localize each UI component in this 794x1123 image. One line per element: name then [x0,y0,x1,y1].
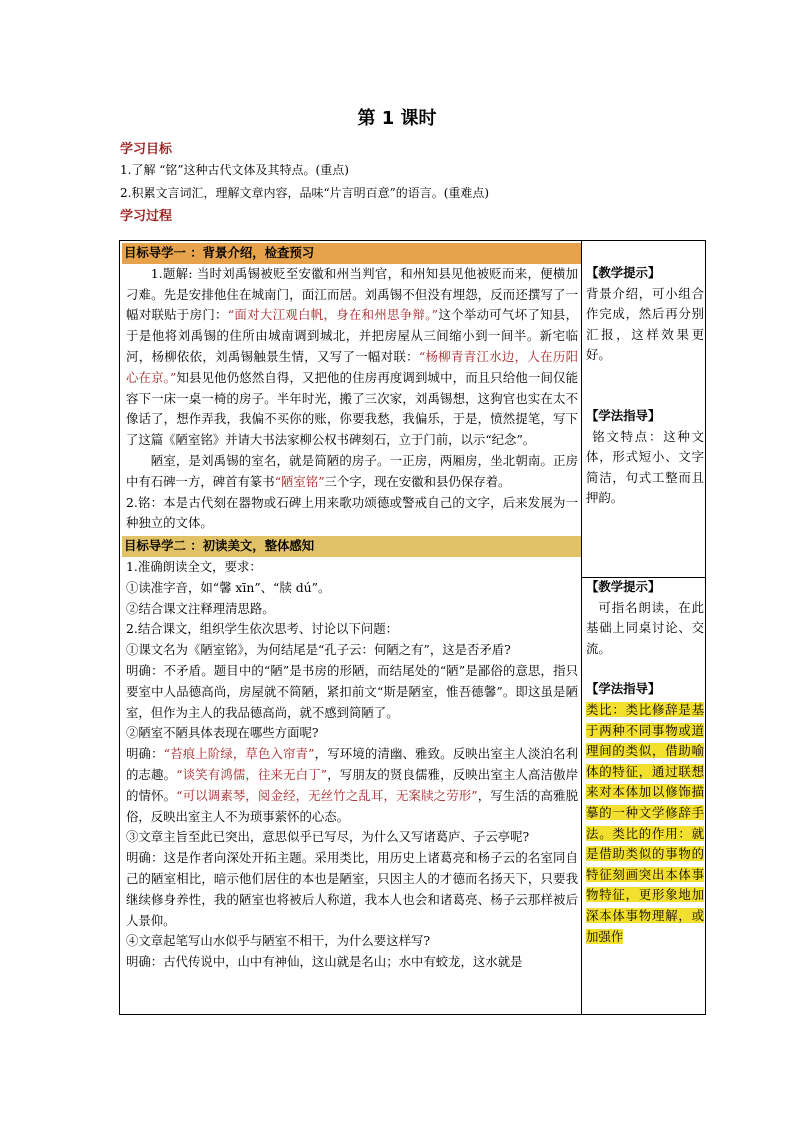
inscription-title: “陋室铭” [274,473,325,489]
question-2: ②陋室不陋具体表现在哪些方面呢? [126,725,319,741]
answer-1: 明确：不矛盾。题目中的“陋”是书房的形陋，而结尾处的“陋”是鄙俗的意思，指只要室中人品德高尚，房屋就不简陋，紧扣前文“斯是陋室，惟吾德馨”。即这虽是陋室，但作为主人的我品德高尚，就不感到简陋了。 [126,662,578,720]
question-3: ③文章主旨至此已突出，意思似乎已写尽，为什么又写诸葛庐、子云亭呢? [126,829,530,845]
question-1: ①课文名为《陋室铭》，为何结尾是“孔子云：何陋之有”，这是否矛盾? [126,642,511,658]
teaching-tip-heading: 【教学提示】 [586,265,661,280]
page-title: 第 1 课时 [357,108,437,129]
method-guide-body: 类比：类比修辞是基于两种不同事物或道理间的类似，借助喻体的特征，通过联想来对本体加以修饰描摹的一种文学修辞手法。类比的作用：就是借助类似的事物的特征刻画突出本体事物特征，更形象地加深本体事物理解，或加强作 [586,701,704,944]
answer-3: 明确：这是作者向深处开拓主题。采用类比，用历史上诸葛亮和杨子云的名室同自己的陋室相比，暗示他们居住的本也是陋室，只因主人的才德而名扬天下，只要我继续修身养性，我的陋室也将被后人称道，我本人也会和诸葛亮、杨子云那样被后人景仰。 [126,850,578,928]
couplet-2: “杨柳青青江水边，人在历阳心在京。” [126,348,578,385]
instruction-line: ②结合课文注释理清思路。 [126,600,275,616]
instruction-line: ①读准字音，如“馨 xīn”、“牍 dú”。 [126,579,331,595]
paragraph-background: 1.题解: 当时刘禹锡被贬至安徽和州当判官，和州知县见他被贬而来，便横加刁难。先是安排他住在城南门，面江而居。刘禹锡不但没有埋怨，反而还撰写了一幅对联贴于房门：“面对大江观白帆，身在和州思争辩。”这个举动可气坏了知县，于是他将刘禹锡的住所由城南调到城北，并把房屋从三间缩小到一间半。新宅临河，杨柳依依，刘禹锡触景生情，又写了一幅对联：“杨柳青青江水边，人在历阳心在京。”知县见他仍悠然自得，又把他的住房再度调到城中，而且只给他一间仅能容下一床一桌一椅的房子。半年时光，搬了三次家，刘禹锡想，这狗官也实在太不像话了，想作弄我，我偏不买你的账，你要我愁，我偏乐，于是，愤然提笔，写下了这篇《陋室铭》并请大书法家柳公权书碑刻石，立于门前，以示“纪念”。 [126,265,579,448]
couplet-1: “面对大江观白帆，身在和州思争辩。” [227,307,439,323]
objectives-heading: 学习目标 [120,142,173,157]
column-divider [581,241,582,1014]
main-column [126,243,578,973]
paragraph-ming: 2.铭：本是古代刻在器物或石碑上用来歌功颂德或警戒自己的文字，后来发展为一种独立的文体。 [126,494,578,531]
answer-4: 明确：古代传说中，山中有神仙，这山就是名山；水中有蛟龙，这水就是 [126,954,523,970]
side-notes-1 [586,263,704,509]
lesson-table [119,240,706,1015]
side-notes-2 [586,577,704,947]
section1-heading: 目标导学一 ：背景介绍，检查预习 [122,243,581,264]
question-4: ④文章起笔写山水似乎与陋室不相干，为什么要这样写? [126,933,431,949]
paragraph-studio: 陋室，是刘禹锡的室名，就是简陋的房子。一正房，两厢房，坐北朝南。正房中有石碑一方，碑首有篆书“陋室铭”三个字，现在安徽和县仍保存着。 [126,452,578,489]
objective-item: 1.了解 “铭”这种古代文体及其特点。(重点) [120,163,349,177]
teaching-tip-heading: 【教学提示】 [586,579,661,594]
teaching-tip-body: 背景介绍，可小组合作完成，然后再分别汇报，这样效果更好。 [586,285,704,363]
method-guide-heading: 【学法指导】 [586,407,661,423]
method-guide-body: 铭文特点：这种文体，形式短小、文字简洁，句式工整而且押韵。 [586,428,704,506]
process-heading: 学习过程 [120,209,173,224]
section2-heading: 目标导学二 ：初读美文，整体感知 [122,536,581,557]
objective-item: 2.积累文言词汇，理解文章内容，品味“片言明百意”的语言。(重难点) [120,186,490,200]
instruction-line: 2.结合课文，组织学生依次思考、讨论以下问题： [126,621,399,637]
method-guide-heading: 【学法指导】 [586,681,661,697]
teaching-tip-body: 可指名朗读，在此基础上同桌讨论、交流。 [586,599,704,656]
answer-2: 明确：“苔痕上阶绿，草色入帘青”，写环境的清幽、雅致。反映出室主人淡泊名利的志趣。“谈笑有鸿儒，往来无白丁”，写朋友的贤良儒雅，反映出室主人高洁傲岸的情怀。“可以调素琴，阅金经，无丝竹之乱耳，无案牍之劳形”，写生活的高雅脱俗，反映出室主人不为琐事萦怀的心态。 [126,746,579,824]
instruction-line: 1.准确朗读全文，要求： [126,558,262,574]
